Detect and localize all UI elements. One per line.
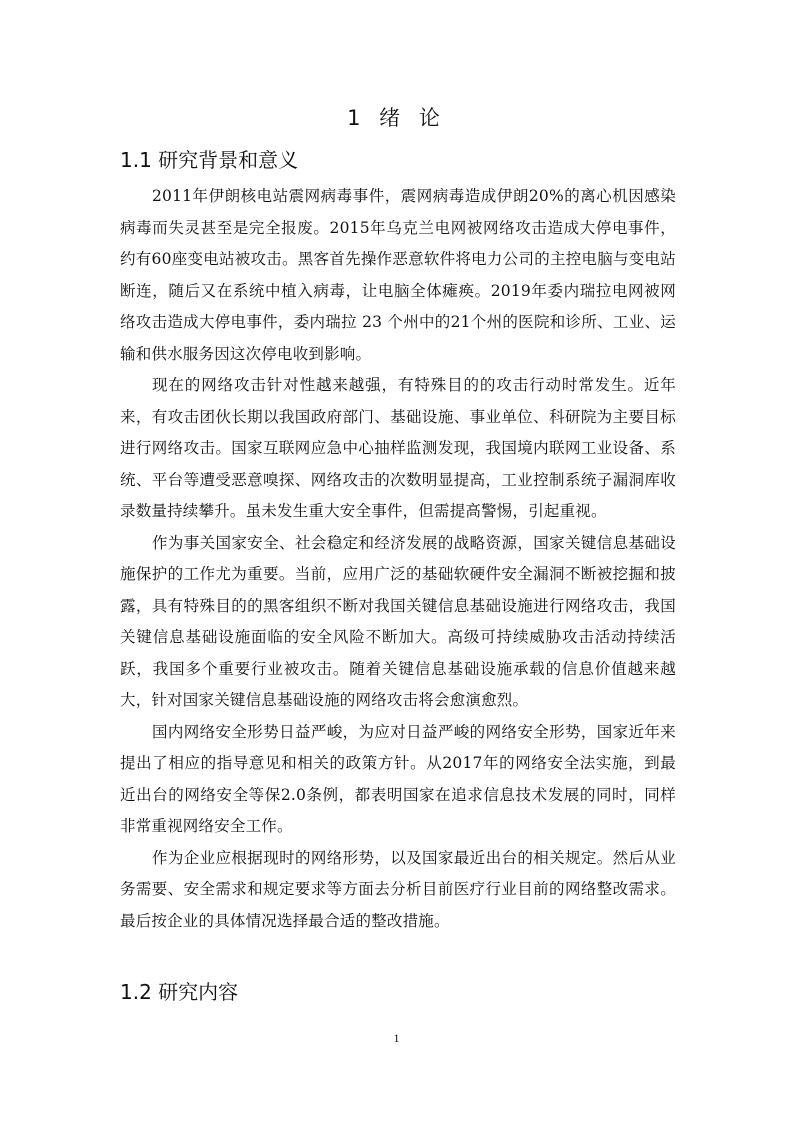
paragraph-1: 2011年伊朗核电站震网病毒事件，震网病毒造成伊朗20%的离心机因感染病毒而失灵甚至是完全报废。2015年乌克兰电网被网络攻击造成大停电事件，约有60座变电站被攻击。黑客首先操作恶意软件将电力公司的主控电脑与变电站断连，随后又在系统中植入病毒，让电脑全体瘫痪。2019年委内瑞拉电网被网络攻击造成大停电事件，委内瑞拉 23 个州中的21个州的医院和诊所、工业、运输和供水服务因这次停电收到影响。: [120, 187, 676, 363]
section-heading-1-2: 1.2 研究内容: [120, 980, 239, 1004]
paragraph-4: 国内网络安全形势日益严峻，为应对日益严峻的网络安全形势，国家近年来提出了相应的指导意见和相关的政策方针。从2017年的网络安全法实施，到最近出台的网络安全等保2.0条例，都表明国家在追求信息技术发展的同时，同样非常重视网络安全工作。: [120, 722, 676, 835]
page-number: 1: [393, 1031, 400, 1045]
chapter-title: 1 绪 论: [347, 106, 446, 130]
section-1-1-body: [120, 181, 676, 937]
paragraph-2: 现在的网络攻击针对性越来越强，有特殊目的的攻击行动时常发生。近年来，有攻击团伙长期以我国政府部门、基础设施、事业单位、科研院为主要目标进行网络攻击。国家互联网应急中心抽样监测发现，我国境内联网工业设备、系统、平台等遭受恶意嗅探、网络攻击的次数明显提高，工业控制系统子漏洞库收录数量持续攀升。虽未发生重大安全事件，但需提高警惕，引起重视。: [120, 376, 676, 520]
paragraph-3: 作为事关国家安全、社会稳定和经济发展的战略资源，国家关键信息基础设施保护的工作尤为重要。当前，应用广泛的基础软硬件安全漏洞不断被挖掘和披露，具有特殊目的的黑客组织不断对我国关键信息基础设施进行网络攻击，我国关键信息基础设施面临的安全风险不断加大。高级可持续威胁攻击活动持续活跃，我国多个重要行业被攻击。随着关键信息基础设施承载的信息价值越来越大，针对国家关键信息基础设施的网络攻击将会愈演愈烈。: [120, 533, 676, 709]
section-heading-1-1: 1.1 研究背景和意义: [120, 148, 299, 172]
paragraph-5: 作为企业应根据现时的网络形势，以及国家最近出台的相关规定。然后从业务需要、安全需求和规定要求等方面去分析目前医疗行业目前的网络整改需求。最后按企业的具体情况选择最合适的整改措施。: [120, 848, 676, 930]
